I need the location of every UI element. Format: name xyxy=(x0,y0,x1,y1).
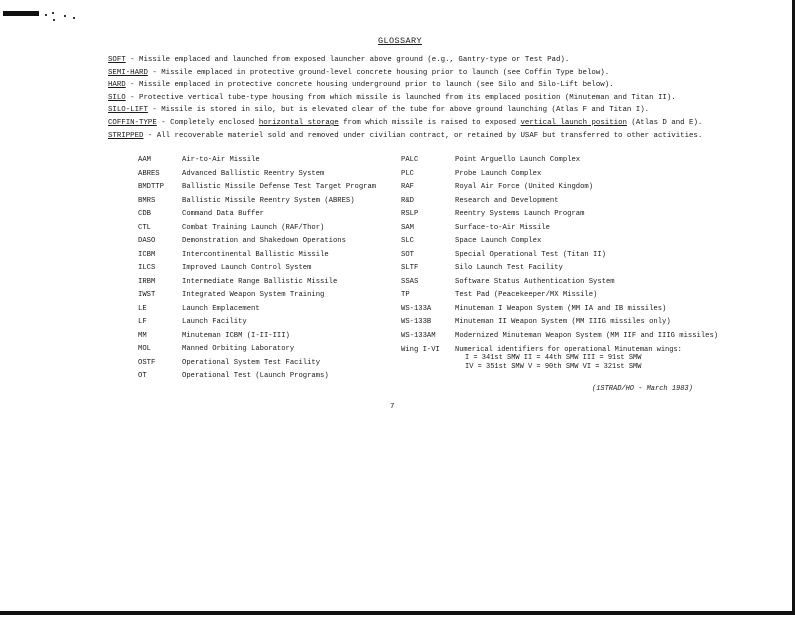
abbreviation: BMRS xyxy=(138,196,156,205)
definition-silo xyxy=(108,92,748,105)
abbreviation: OSTF xyxy=(138,358,156,367)
abbreviation-meaning: Minuteman II Weapon System (MM IIIG missiles only) xyxy=(455,318,671,326)
scan-speck xyxy=(53,19,55,21)
abbreviation-meaning: Operational System Test Facility xyxy=(182,358,321,367)
abbreviation: Wing I-VI xyxy=(401,346,440,354)
abbreviation: CTL xyxy=(138,223,151,232)
scan-speck xyxy=(45,14,47,16)
wing-line: I = 341st SMW II = 44th SMW III = 91st SMW xyxy=(465,354,642,363)
abbreviation-meaning: Operational Test (Launch Programs) xyxy=(182,372,329,380)
definition-silo-lift xyxy=(108,104,748,117)
abbreviation: BMDTTP xyxy=(138,183,164,191)
definitions-block xyxy=(108,54,748,142)
definition-term: SILO-LIFT xyxy=(108,106,148,115)
abbreviation: WS-133AM xyxy=(401,331,436,340)
definition-coffin-type xyxy=(108,117,748,130)
definition-text: - Completely enclosed xyxy=(156,118,259,127)
abbreviation: WS-133B xyxy=(401,318,432,326)
abbreviation: SAM xyxy=(401,223,414,232)
abbreviation-meaning: Space Launch Complex xyxy=(455,237,542,245)
abbreviation-meaning: Surface-to-Air Missile xyxy=(455,223,550,232)
abbreviation-meaning: Air-to-Air Missile xyxy=(182,156,260,164)
abbreviation-meaning: Silo Launch Test Facility xyxy=(455,264,563,272)
definition-term: HARD xyxy=(108,81,126,90)
definition-soft xyxy=(108,54,748,67)
abbreviation: DASO xyxy=(138,237,156,245)
abbreviation-meaning: Integrated Weapon System Training xyxy=(182,291,325,299)
definition-text: - Missile is stored in silo, but is elevated clear of the tube for above ground launching (Atlas F and Titan I). xyxy=(147,106,650,115)
abbreviation: MOL xyxy=(138,345,151,353)
abbreviation-meaning: Reentry Systems Launch Program xyxy=(455,210,585,218)
abbreviation-meaning: Improved Launch Control System xyxy=(182,264,312,272)
abbreviation-meaning: Royal Air Force (United Kingdom) xyxy=(455,183,594,191)
wing-line: IV = 351st SMW V = 90th SMW VI = 321st SMW xyxy=(465,362,642,371)
abbreviation-meaning: Ballistic Missile Reentry System (ABRES) xyxy=(182,196,355,205)
abbreviation: SLC xyxy=(401,237,414,245)
abbreviation-meaning: Launch Emplacement xyxy=(182,304,260,313)
abbreviation-meaning: Advanced Ballistic Reentry System xyxy=(182,169,325,178)
definition-term: SILO xyxy=(108,93,126,102)
scan-speck xyxy=(52,12,54,14)
wing-identifiers xyxy=(455,346,682,371)
abbreviation: IWST xyxy=(138,291,156,299)
abbreviation-meaning: Modernized Minuteman Weapon System (MM IIF and IIIG missiles) xyxy=(455,331,719,340)
definition-text: - Missile emplaced and launched from exposed launcher above ground (e.g., Gantry-type or Test Pad). xyxy=(125,56,570,64)
abbreviation-meaning: Point Arguello Launch Complex xyxy=(455,156,581,164)
abbreviation: TP xyxy=(401,291,410,299)
definition-hard xyxy=(108,79,748,92)
abbreviation: SSAS xyxy=(401,277,419,286)
scan-speck xyxy=(73,17,75,19)
abbreviation-meaning: Test Pad (Peacekeeper/MX Missile) xyxy=(455,291,598,299)
abbreviation: PALC xyxy=(401,156,419,164)
wing-line: Numerical identifiers for operational Minuteman wings: xyxy=(455,346,682,354)
abbreviation: ICBM xyxy=(138,250,156,259)
abbreviation: LE xyxy=(138,304,147,313)
definition-text: - Protective vertical tube-type housing from which missile is launched from its emplaced position (Minuteman and Titan II). xyxy=(125,93,676,102)
abbreviation-meaning: Probe Launch Complex xyxy=(455,169,542,178)
abbreviation-meaning: Minuteman ICBM (I-II-III) xyxy=(182,331,290,340)
abbreviation-meaning: Launch Facility xyxy=(182,318,247,326)
abbreviation: WS-133A xyxy=(401,304,432,313)
definition-text: - All recoverable materiel sold and removed under civilian contract, or retained by USAF but transferred to other activities. xyxy=(143,131,703,140)
abbreviation: SOT xyxy=(401,250,414,259)
abbreviation: OT xyxy=(138,372,147,380)
abbreviation: LF xyxy=(138,318,147,326)
abbreviation-meaning: Special Operational Test (Titan II) xyxy=(455,250,606,259)
abbreviation-meaning: Manned Orbiting Laboratory xyxy=(182,345,295,353)
scan-speck xyxy=(64,15,66,17)
abbreviation: IRBM xyxy=(138,277,156,286)
page-title: GLOSSARY xyxy=(377,36,422,46)
definition-text: (Atlas D and E). xyxy=(626,118,703,127)
abbreviation: SLTF xyxy=(401,264,419,272)
page-border-bottom xyxy=(0,611,795,615)
abbreviation-meaning: Intermediate Range Ballistic Missile xyxy=(182,277,338,286)
abbreviation-meaning: Demonstration and Shakedown Operations xyxy=(182,237,346,245)
abbreviation-meaning: Intercontinental Ballistic Missile xyxy=(182,250,329,259)
abbreviation-meaning: Research and Development xyxy=(455,196,559,205)
scan-mark xyxy=(3,11,39,16)
abbreviation: PLC xyxy=(401,169,414,178)
abbreviation: RSLP xyxy=(401,210,419,218)
abbreviation-meaning: Minuteman I Weapon System (MM IA and IB missiles) xyxy=(455,304,667,313)
abbreviation: ABRES xyxy=(138,169,160,178)
abbreviation: ILCS xyxy=(138,264,156,272)
definition-text: - Missile emplaced in protective concrete housing underground prior to launch (see Silo and Silo-Lift below). xyxy=(125,81,614,90)
definition-term: SEMI-HARD xyxy=(108,68,148,77)
definition-term: COFFIN-TYPE xyxy=(108,118,157,127)
abbreviation-meaning: Software Status Authentication System xyxy=(455,277,615,286)
abbreviation: CDB xyxy=(138,210,151,218)
abbreviation: MM xyxy=(138,331,147,340)
abbreviation: AAM xyxy=(138,156,151,164)
definition-underlined-text: horizontal storage xyxy=(258,118,339,127)
definition-text: from which missile is raised to exposed xyxy=(338,118,521,127)
definition-semi-hard xyxy=(108,67,748,80)
source-note: (1STRAD/HO - March 1983) xyxy=(592,385,693,393)
page-number: 7 xyxy=(390,403,395,411)
abbreviation-meaning: Command Data Buffer xyxy=(182,210,264,218)
abbreviation: RAF xyxy=(401,183,414,191)
definition-term: SOFT xyxy=(108,56,126,64)
abbreviation: R&D xyxy=(401,196,414,205)
definition-stripped xyxy=(108,130,748,143)
definition-text: - Missile emplaced in protective ground-level concrete housing prior to launch (see Coffin Type below). xyxy=(147,68,610,77)
definition-underlined-text: vertical launch position xyxy=(520,118,627,127)
abbreviation-meaning: Ballistic Missile Defense Test Target Program xyxy=(182,183,377,191)
abbreviation-meaning: Combat Training Launch (RAF/Thor) xyxy=(182,223,325,232)
definition-term: STRIPPED xyxy=(108,131,144,140)
